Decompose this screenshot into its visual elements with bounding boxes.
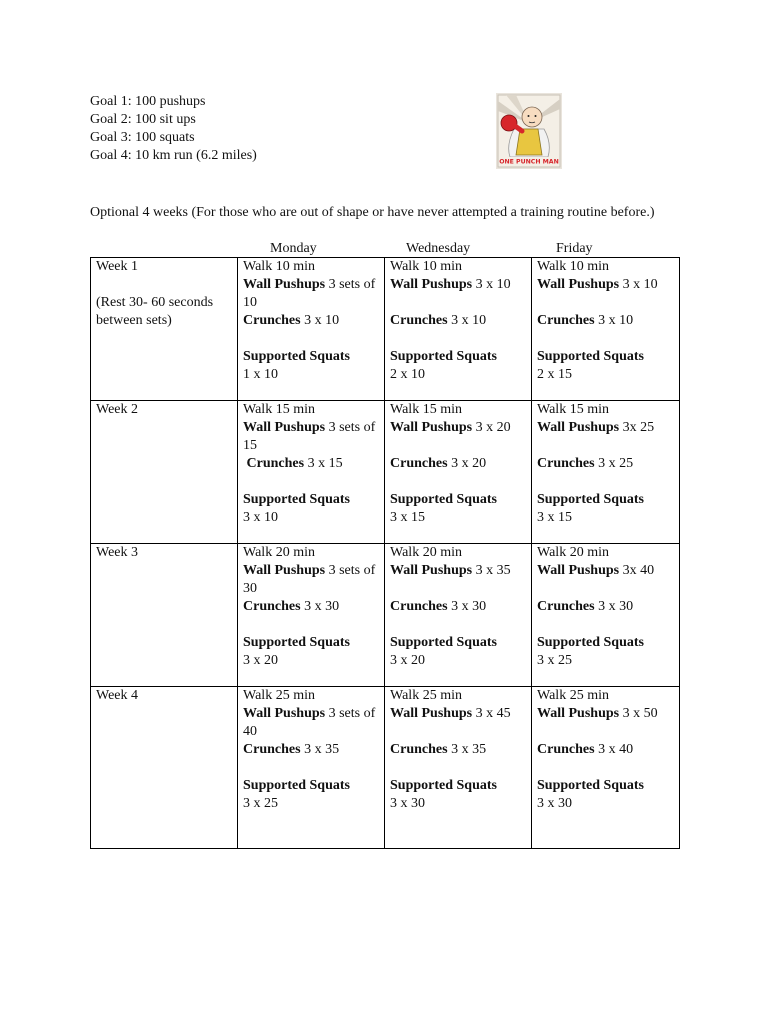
- walk-text: Walk 25 min: [390, 688, 462, 703]
- pushups-text: Wall Pushups 3 x 45: [390, 706, 511, 721]
- pushups-text: Wall Pushups 3 sets of 30: [243, 563, 376, 596]
- walk-text: Walk 10 min: [537, 259, 609, 274]
- pushups-text: Wall Pushups 3x 25: [537, 420, 655, 435]
- walk-text: Walk 15 min: [243, 402, 315, 417]
- workout-cell: [385, 401, 532, 544]
- squats-label: Supported Squats: [390, 349, 497, 364]
- walk-text: Walk 15 min: [390, 402, 462, 417]
- week-label: Week 1: [96, 259, 139, 274]
- squats-value: 3 x 30: [537, 796, 572, 811]
- goals-list: [90, 93, 257, 165]
- crunches-text: Crunches 3 x 35: [390, 742, 487, 757]
- week-label: Week 3: [96, 545, 139, 560]
- squats-label: Supported Squats: [537, 778, 644, 793]
- squats-label: Supported Squats: [243, 635, 350, 650]
- workout-cell: [532, 544, 680, 687]
- intro-paragraph: Optional 4 weeks (For those who are out of shape or have never attempted a training routine before.): [90, 205, 655, 220]
- table-row: [91, 258, 680, 401]
- walk-text: Walk 10 min: [390, 259, 462, 274]
- squats-label: Supported Squats: [390, 635, 497, 650]
- workout-cell: [238, 544, 385, 687]
- walk-text: Walk 25 min: [537, 688, 609, 703]
- crunches-text: Crunches 3 x 10: [537, 313, 634, 328]
- pushups-text: Wall Pushups 3 x 10: [390, 277, 511, 292]
- workout-cell: [238, 687, 385, 849]
- crunches-text: Crunches 3 x 15: [246, 456, 343, 471]
- week-cell: [91, 258, 238, 401]
- squats-label: Supported Squats: [390, 778, 497, 793]
- goal-2: Goal 2: 100 sit ups: [90, 112, 196, 127]
- crunches-text: Crunches 3 x 25: [537, 456, 634, 471]
- pushups-text: Wall Pushups 3 x 10: [537, 277, 658, 292]
- squats-label: Supported Squats: [537, 635, 644, 650]
- squats-value: 2 x 15: [537, 367, 572, 382]
- crunches-text: Crunches 3 x 35: [243, 742, 340, 757]
- squats-value: 3 x 20: [243, 653, 278, 668]
- cover-title: ONE PUNCH MAN: [499, 158, 559, 166]
- squats-value: 3 x 15: [537, 510, 572, 525]
- workout-cell: [532, 401, 680, 544]
- one-punch-man-cover-image: [496, 93, 562, 169]
- squats-value: 3 x 15: [390, 510, 425, 525]
- squats-value: 3 x 25: [243, 796, 278, 811]
- workout-cell: [385, 258, 532, 401]
- pushups-text: Wall Pushups 3 sets of 40: [243, 706, 376, 739]
- workout-cell: [385, 544, 532, 687]
- squats-value: 2 x 10: [390, 367, 425, 382]
- week-cell: [91, 544, 238, 687]
- crunches-text: Crunches 3 x 40: [537, 742, 634, 757]
- squats-value: 1 x 10: [243, 367, 278, 382]
- crunches-text: Crunches 3 x 30: [537, 599, 634, 614]
- pushups-text: Wall Pushups 3 x 50: [537, 706, 658, 721]
- table-row: [91, 687, 680, 849]
- pushups-text: Wall Pushups 3 x 35: [390, 563, 511, 578]
- goal-3: Goal 3: 100 squats: [90, 130, 195, 145]
- squats-value: 3 x 25: [537, 653, 572, 668]
- walk-text: Walk 10 min: [243, 259, 315, 274]
- day-header-wednesday: Wednesday: [406, 241, 471, 256]
- workout-cell: [385, 687, 532, 849]
- squats-value: 3 x 30: [390, 796, 425, 811]
- pushups-text: Wall Pushups 3 x 20: [390, 420, 511, 435]
- training-table: [90, 257, 680, 849]
- pushups-text: Wall Pushups 3x 40: [537, 563, 655, 578]
- squats-value: 3 x 10: [243, 510, 278, 525]
- walk-text: Walk 20 min: [390, 545, 462, 560]
- workout-cell: [238, 401, 385, 544]
- workout-cell: [238, 258, 385, 401]
- squats-label: Supported Squats: [537, 492, 644, 507]
- crunches-text: Crunches 3 x 20: [390, 456, 487, 471]
- squats-label: Supported Squats: [243, 778, 350, 793]
- rest-note: (Rest 30- 60 seconds between sets): [96, 295, 214, 328]
- week-label: Week 4: [96, 688, 139, 703]
- crunches-text: Crunches 3 x 10: [390, 313, 487, 328]
- crunches-text: Crunches 3 x 10: [243, 313, 340, 328]
- walk-text: Walk 20 min: [537, 545, 609, 560]
- week-cell: [91, 687, 238, 849]
- walk-text: Walk 20 min: [243, 545, 315, 560]
- workout-cell: [532, 258, 680, 401]
- week-label: Week 2: [96, 402, 139, 417]
- crunches-text: Crunches 3 x 30: [243, 599, 340, 614]
- squats-label: Supported Squats: [537, 349, 644, 364]
- pushups-text: Wall Pushups 3 sets of 10: [243, 277, 376, 310]
- walk-text: Walk 15 min: [537, 402, 609, 417]
- crunches-text: Crunches 3 x 30: [390, 599, 487, 614]
- squats-label: Supported Squats: [243, 492, 350, 507]
- day-header-monday: Monday: [270, 241, 317, 256]
- squats-label: Supported Squats: [390, 492, 497, 507]
- goal-4: Goal 4: 10 km run (6.2 miles): [90, 148, 257, 163]
- day-headers: [0, 240, 768, 258]
- squats-value: 3 x 20: [390, 653, 425, 668]
- table-row: [91, 544, 680, 687]
- walk-text: Walk 25 min: [243, 688, 315, 703]
- day-header-friday: Friday: [556, 241, 593, 256]
- goal-1: Goal 1: 100 pushups: [90, 94, 206, 109]
- pushups-text: Wall Pushups 3 sets of 15: [243, 420, 376, 453]
- workout-cell: [532, 687, 680, 849]
- table-row: [91, 401, 680, 544]
- squats-label: Supported Squats: [243, 349, 350, 364]
- week-cell: [91, 401, 238, 544]
